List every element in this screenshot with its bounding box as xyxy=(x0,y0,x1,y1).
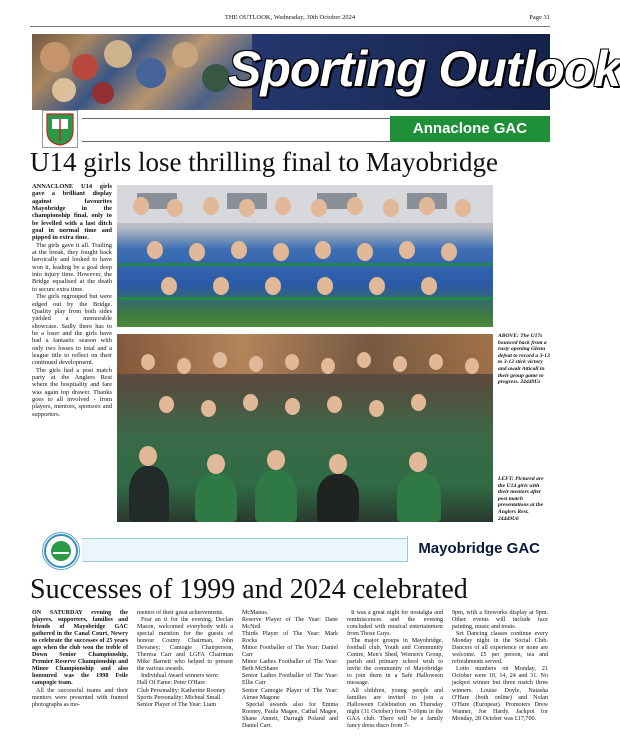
article-paragraph: Fear an ti for the evening, Declan Mason, welcomed everybody with a special mention for the guests of honour County Chairman, John Devaney; Camogie Chairperson, Theresa Carr and LGFA Chairman Mike Barnett who helped to present the various awards. xyxy=(137,617,233,673)
article-column xyxy=(347,610,443,730)
article-mayobridge-body xyxy=(32,610,550,732)
article-column xyxy=(32,610,128,709)
section-label: Mayobridge GAC xyxy=(407,536,550,562)
section-label: Annaclone GAC xyxy=(390,116,550,142)
article-paragraph: The girls gave it all. Trailing at the break, they fought back heroically and looked to have won it, leading by a goal deep into injury time. However, the Bridge equalised at the death to secure extra time. xyxy=(32,241,112,293)
article-paragraph: Lotto numbers on Monday, 21 October were 10, 14, 24 and 31. No jackpot winner but three match three winners. Louise Doyle, Natasha O'Hare (both online) and Nolan O'Hare (Europear). Promoters Drew Wanner, Joe Hardy. Jackpot for Monday, 28 October was £17,700. xyxy=(452,666,548,722)
article-paragraph: The major groups in Mayobridge, football club, Youth and Community Centre, Men's Shed, Women's Group, parish and primary school wish to invite the community of Mayobridge to join them in a Safe Halloween message. xyxy=(347,638,443,687)
team-photo-u17 xyxy=(117,185,493,327)
article-paragraph: The girls had a post match party at the Anglers Rest where the hospitality and fare was again top drawer. Thanks goes to all involved - from players, mentors, sponsors and supporters. xyxy=(32,366,112,418)
article-paragraph: Reserve Player of The Year: Dane McNeil xyxy=(242,617,338,631)
article-paragraph: Individual Award winners were: xyxy=(141,673,220,680)
banner-sports-collage xyxy=(32,34,252,110)
mayobridge-crest-icon xyxy=(42,532,80,570)
sporting-outlook-banner xyxy=(32,34,620,110)
team-photo-u14-girls xyxy=(117,334,493,522)
article-paragraph: The girls regrouped but were edged out by the Bridge. Quality play from both sides yielded a memorable showcase. Sadly there has to be a loser and the girls have had a fantastic season with only two losses to total and a league title to reflect on their continued development. xyxy=(32,293,112,367)
dateline: THE OUTLOOK, Wednesday, 30th October 2024 xyxy=(224,14,356,21)
article-paragraph: Club Personality: Katherine Rooney xyxy=(137,687,226,694)
article-u14-body xyxy=(32,183,112,418)
article-paragraph: It was a great night for nostalgia and reminiscences and the evening concluded with musical entertainment from Those Guys. xyxy=(347,610,443,638)
article-lead: ANNACLONE U14 girls gave a brilliant display against favourites Mayobridge in the championship final, only to be levelled with a last ditch goal in normal time and pipped in extra time. xyxy=(32,183,112,242)
article-paragraph: McManus. xyxy=(242,610,269,616)
article-paragraph: mentos of their great achievements. xyxy=(137,610,224,616)
article-paragraph: 9pm, with a fireworks display at 9pm. Other events will include face painting, music and treats. xyxy=(452,610,548,631)
article-column xyxy=(242,610,338,730)
annaclone-crest-icon xyxy=(42,110,78,148)
headline-successes: Successes of 1999 and 2024 celebrated xyxy=(30,574,468,605)
section-bar-annaclone xyxy=(32,116,550,142)
article-paragraph: Special awards also for Emma Rooney, Paula Magee, Cathal Magee, Shane Annett, Darragh Poland and Daniel Carr. xyxy=(242,701,338,729)
headline-u14-final: U14 girls lose thrilling final to Mayobridge xyxy=(30,147,498,177)
photo-caption-u17: ABOVE: The U17s bounced back from a rusty opening Glenn defeat to record a 3-13 to 3-12 stick victory and await Atticall in their group game to progress. 24449Us xyxy=(498,333,550,386)
article-paragraph: Hall Of Fame: Peter O'Hare xyxy=(137,680,206,687)
article-paragraph: Set Dancing classes continue every Monday night in the Social Club. Dancers of all experience or none are welcome. £5 per person, tea and refreshments served. xyxy=(452,631,548,666)
article-paragraph: All the successful teams and their mentors were presented with framed photographs as mo- xyxy=(32,687,128,708)
article-paragraph: Senior Player of The Year: Liam xyxy=(137,701,217,708)
article-lead: ON SATURDAY evening the players, supporters, families and friends of Mayobridge GAC gathered in the Canal Court, Newry to celebrate the successes of 25 years ago when the club won the treble of Down Senior Championship, Premier Reserve Championship and Minor Championship and also honoured was the 1998 Feile campogie team. xyxy=(32,610,128,687)
page-number: Page 31 xyxy=(529,14,550,21)
section-bar-mayobridge xyxy=(32,536,550,562)
article-paragraph: Senior Camogie Player of The Year: Aimee Magone xyxy=(242,687,338,701)
article-paragraph: Senior Ladies Footballer of The Year: Ellie Carr xyxy=(242,673,338,687)
article-column xyxy=(137,610,233,709)
article-paragraph: All children, young people and families are invited to join a Halloween Celebration on Thursday night (31 October) from 7-10pm in the GAA club. There will be a family fancy dress disco from 7- xyxy=(347,687,443,729)
article-column xyxy=(452,610,548,723)
photo-caption-u14-girls: LEFT: Pictured are the U14 girls with their mentors after post match presentations at the Anglers Rest. 24449U6 xyxy=(498,476,544,522)
article-paragraph: Sports Personality: Micheal Small xyxy=(137,694,221,701)
banner-title: Sporting Outlook xyxy=(228,41,620,97)
page-header xyxy=(30,14,550,26)
article-paragraph: Minor Ladies Footballer of The Year: Beth McShane xyxy=(242,659,338,673)
header-rule xyxy=(30,26,550,27)
article-paragraph: Minor Footballer of The Year: Daniel Carr xyxy=(242,645,338,659)
article-paragraph: Thirds Player of The Year: Mark Rocks xyxy=(242,631,338,645)
